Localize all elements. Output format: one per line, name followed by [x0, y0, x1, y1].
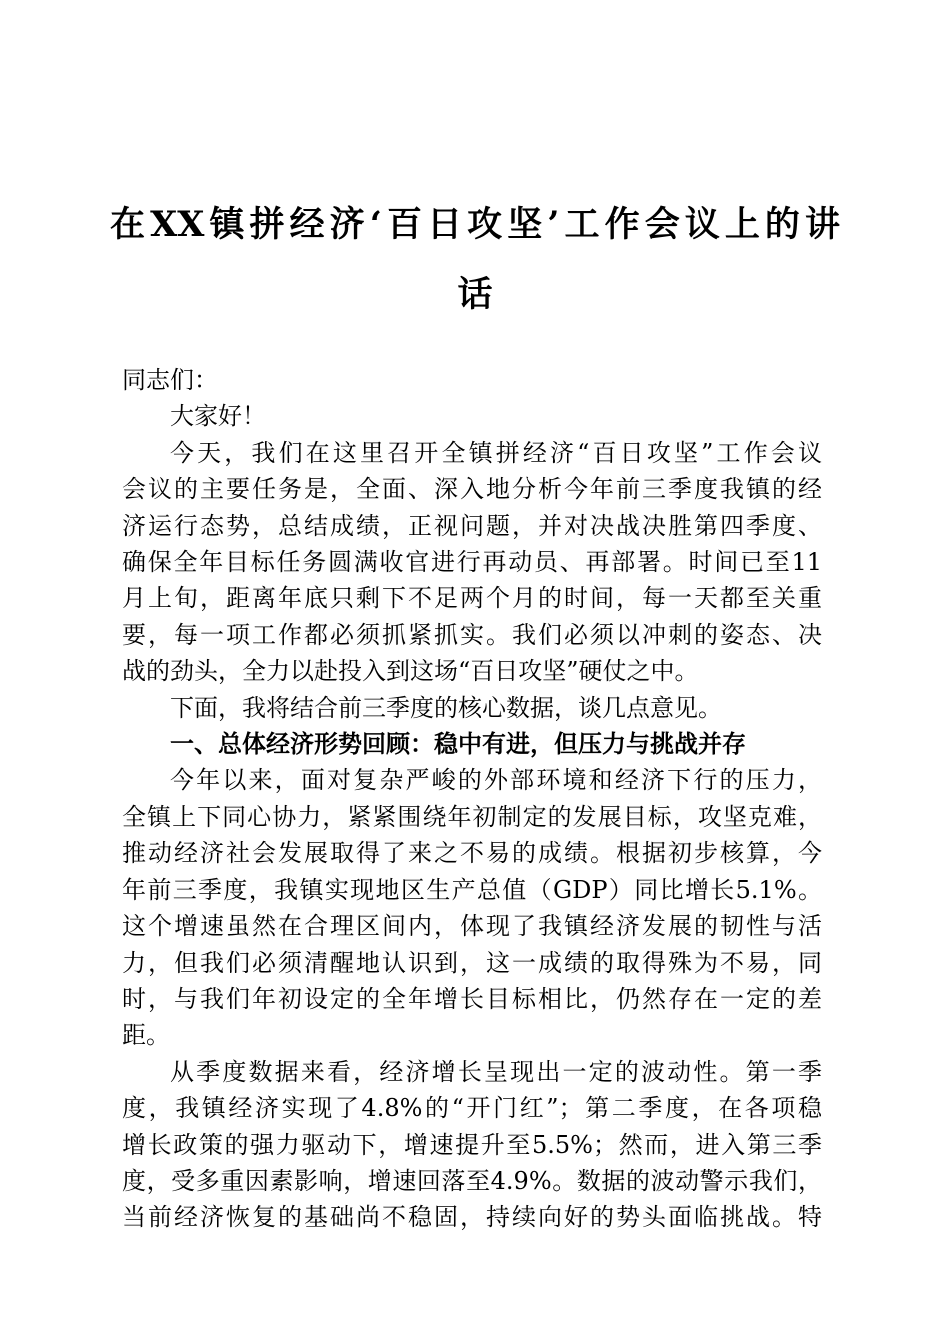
text-line: 时，与我们年初设定的全年增长目标相比，仍然存在一定的差: [122, 984, 822, 1013]
text-line: 这个增速虽然在合理区间内，体现了我镇经济发展的韧性与活: [122, 912, 822, 941]
paragraph-quarterly: [122, 1054, 822, 1236]
text-line: 推动经济社会发展取得了来之不易的成绩。根据初步核算，今: [122, 839, 822, 868]
title-line: 话: [457, 274, 493, 315]
text-line: 月上旬，距离年底只剩下不足两个月的时间，每一天都至关重: [122, 584, 822, 613]
text-line: 确保全年目标任务圆满收官进行再动员、再部署。时间已至11: [122, 548, 822, 577]
paragraph-transition: 下面，我将结合前三季度的核心数据，谈几点意见。: [170, 693, 722, 722]
text-line: 从季度数据来看，经济增长呈现出一定的波动性。第一季: [170, 1057, 822, 1086]
salutation: 同志们：: [122, 366, 218, 394]
text-line: 当前经济恢复的基础尚不稳固，持续向好的势头面临挑战。特: [122, 1203, 822, 1232]
text-line: 距。: [122, 1021, 170, 1050]
greeting: 大家好！: [170, 402, 266, 431]
text-line: 年前三季度，我镇实现地区生产总值（GDP）同比增长5.1%。: [122, 875, 822, 904]
text-line: 力，但我们必须清醒地认识到，这一成绩的取得殊为不易，同: [122, 948, 822, 977]
text-line: 会议的主要任务是，全面、深入地分析今年前三季度我镇的经: [122, 475, 822, 504]
text-line: 全镇上下同心协力，紧紧围绕年初制定的发展目标，攻坚克难，: [122, 802, 822, 831]
text-line: 增长政策的强力驱动下，增速提升至5.5%；然而，进入第三季: [122, 1130, 822, 1159]
text-line: 今天，我们在这里召开全镇拼经济“百日攻坚”工作会议: [170, 438, 822, 467]
text-line: 战的劲头，全力以赴投入到这场“百日攻坚”硬仗之中。: [122, 657, 699, 686]
text-line: 度，我镇经济实现了4.8%的“开门红”；第二季度，在各项稳: [122, 1094, 822, 1123]
section-heading: 一、总体经济形势回顾：稳中有进，但压力与挑战并存: [170, 730, 746, 759]
paragraph-overview: [122, 762, 822, 1053]
paragraph-intro: [122, 435, 822, 690]
document-body: [122, 362, 822, 1236]
text-line: 要，每一项工作都必须抓紧抓实。我们必须以冲刺的姿态、决: [122, 620, 822, 649]
document-title: [110, 190, 840, 330]
text-line: 今年以来，面对复杂严峻的外部环境和经济下行的压力，: [170, 766, 822, 795]
text-line: 度，受多重因素影响，增速回落至4.9%。数据的波动警示我们，: [122, 1166, 822, 1195]
title-line: 在XX镇拼经济‘百日攻坚’工作会议上的讲: [110, 204, 840, 245]
text-line: 济运行态势，总结成绩，正视问题，并对决战决胜第四季度、: [122, 511, 822, 540]
